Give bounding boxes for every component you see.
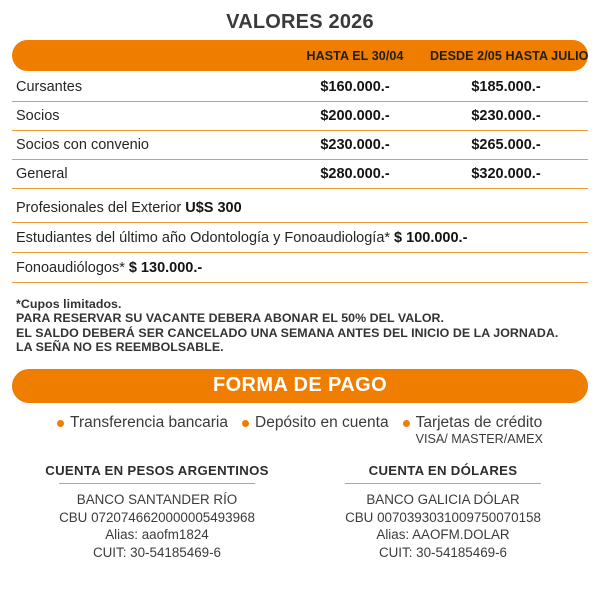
notes-block: [12, 297, 588, 355]
bank-account-pesos: [14, 463, 300, 562]
special-rates-table: [12, 189, 588, 283]
account-bank-name: BANCO SANTANDER RÍO: [76, 492, 238, 508]
special-rate-label: Fonoaudiólogos*: [16, 259, 125, 276]
account-cbu: CBU 0070393031009750070158: [345, 509, 541, 525]
account-title: CUENTA EN PESOS ARGENTINOS: [45, 462, 269, 478]
special-rate-row: [12, 223, 588, 253]
special-rate-label: Profesionales del Exterior: [16, 199, 182, 216]
special-rate-row: [12, 193, 588, 223]
special-rate-row: [12, 253, 588, 283]
account-bank-name: BANCO GALICIA DÓLAR: [366, 492, 520, 508]
payment-method-label: Tarjetas de crédito: [415, 413, 543, 431]
account-details: [300, 491, 586, 561]
column-header-2: DESDE 2/05 HASTA JULIO: [430, 48, 589, 63]
payment-method-item: [403, 413, 543, 447]
note-line: EL SALDO DEBERÁ SER CANCELADO UNA SEMANA ANTES DEL INICIO DE LA JORNADA.: [16, 325, 559, 340]
special-rate-value: U$S 300: [185, 199, 242, 216]
table-row: [12, 102, 588, 131]
special-rate-value: $ 130.000.-: [128, 259, 203, 276]
account-divider: [345, 483, 541, 485]
account-cuit: CUIT: 30-54185469-6: [92, 544, 222, 560]
column-header-1: HASTA EL 30/04: [306, 48, 404, 63]
payment-method-item: [242, 413, 389, 432]
row-label: General: [16, 166, 68, 182]
bank-accounts: [0, 463, 600, 562]
account-details: [14, 491, 300, 561]
table-row: [12, 160, 588, 189]
row-price-col1: $280.000.-: [320, 166, 390, 182]
bullet-icon: [57, 420, 64, 427]
row-price-col1: $160.000.-: [320, 79, 390, 95]
bullet-icon: [403, 420, 410, 427]
bullet-icon: [242, 420, 249, 427]
table-header-bar: [12, 40, 588, 71]
row-price-col2: $230.000.-: [471, 108, 541, 124]
page-title: VALORES 2026: [226, 11, 374, 33]
row-price-col2: $320.000.-: [471, 166, 541, 182]
account-alias: Alias: aaofm1824: [105, 527, 209, 543]
note-line: *Cupos limitados.: [16, 297, 122, 311]
row-label: Socios con convenio: [16, 137, 149, 153]
payment-method-label: Depósito en cuenta: [255, 413, 389, 431]
row-price-col1: $200.000.-: [320, 108, 390, 124]
note-line: PARA RESERVAR SU VACANTE DEBERA ABONAR EL 50% DEL VALOR.: [16, 311, 445, 326]
payment-methods: [0, 413, 600, 447]
account-divider: [59, 483, 255, 485]
table-row: [12, 73, 588, 102]
special-rate-label: Estudiantes del último año Odontología y Fonoaudiología*: [16, 229, 391, 246]
payment-banner: [12, 369, 588, 403]
payment-method-sublabel: VISA/ MASTER/AMEX: [415, 431, 543, 446]
account-cuit: CUIT: 30-54185469-6: [378, 544, 508, 560]
special-rate-value: $ 100.000.-: [394, 229, 468, 246]
row-price-col2: $265.000.-: [471, 137, 541, 153]
row-label: Socios: [16, 108, 60, 124]
account-alias: Alias: AAOFM.DOLAR: [376, 527, 510, 543]
note-line: LA SEÑA NO ES REEMBOLSABLE.: [16, 340, 224, 355]
table-row: [12, 131, 588, 160]
payment-method-item: [57, 413, 228, 432]
account-title: CUENTA EN DÓLARES: [368, 462, 518, 478]
account-cbu: CBU 0720746620000005493968: [59, 509, 255, 525]
row-price-col1: $230.000.-: [320, 137, 390, 153]
bank-account-dolares: [300, 463, 586, 562]
row-price-col2: $185.000.-: [471, 79, 541, 95]
payment-method-label: Transferencia bancaria: [70, 413, 228, 431]
payment-banner-label: FORMA DE PAGO: [212, 374, 388, 397]
row-label: Cursantes: [16, 79, 83, 95]
price-table: [12, 71, 588, 189]
